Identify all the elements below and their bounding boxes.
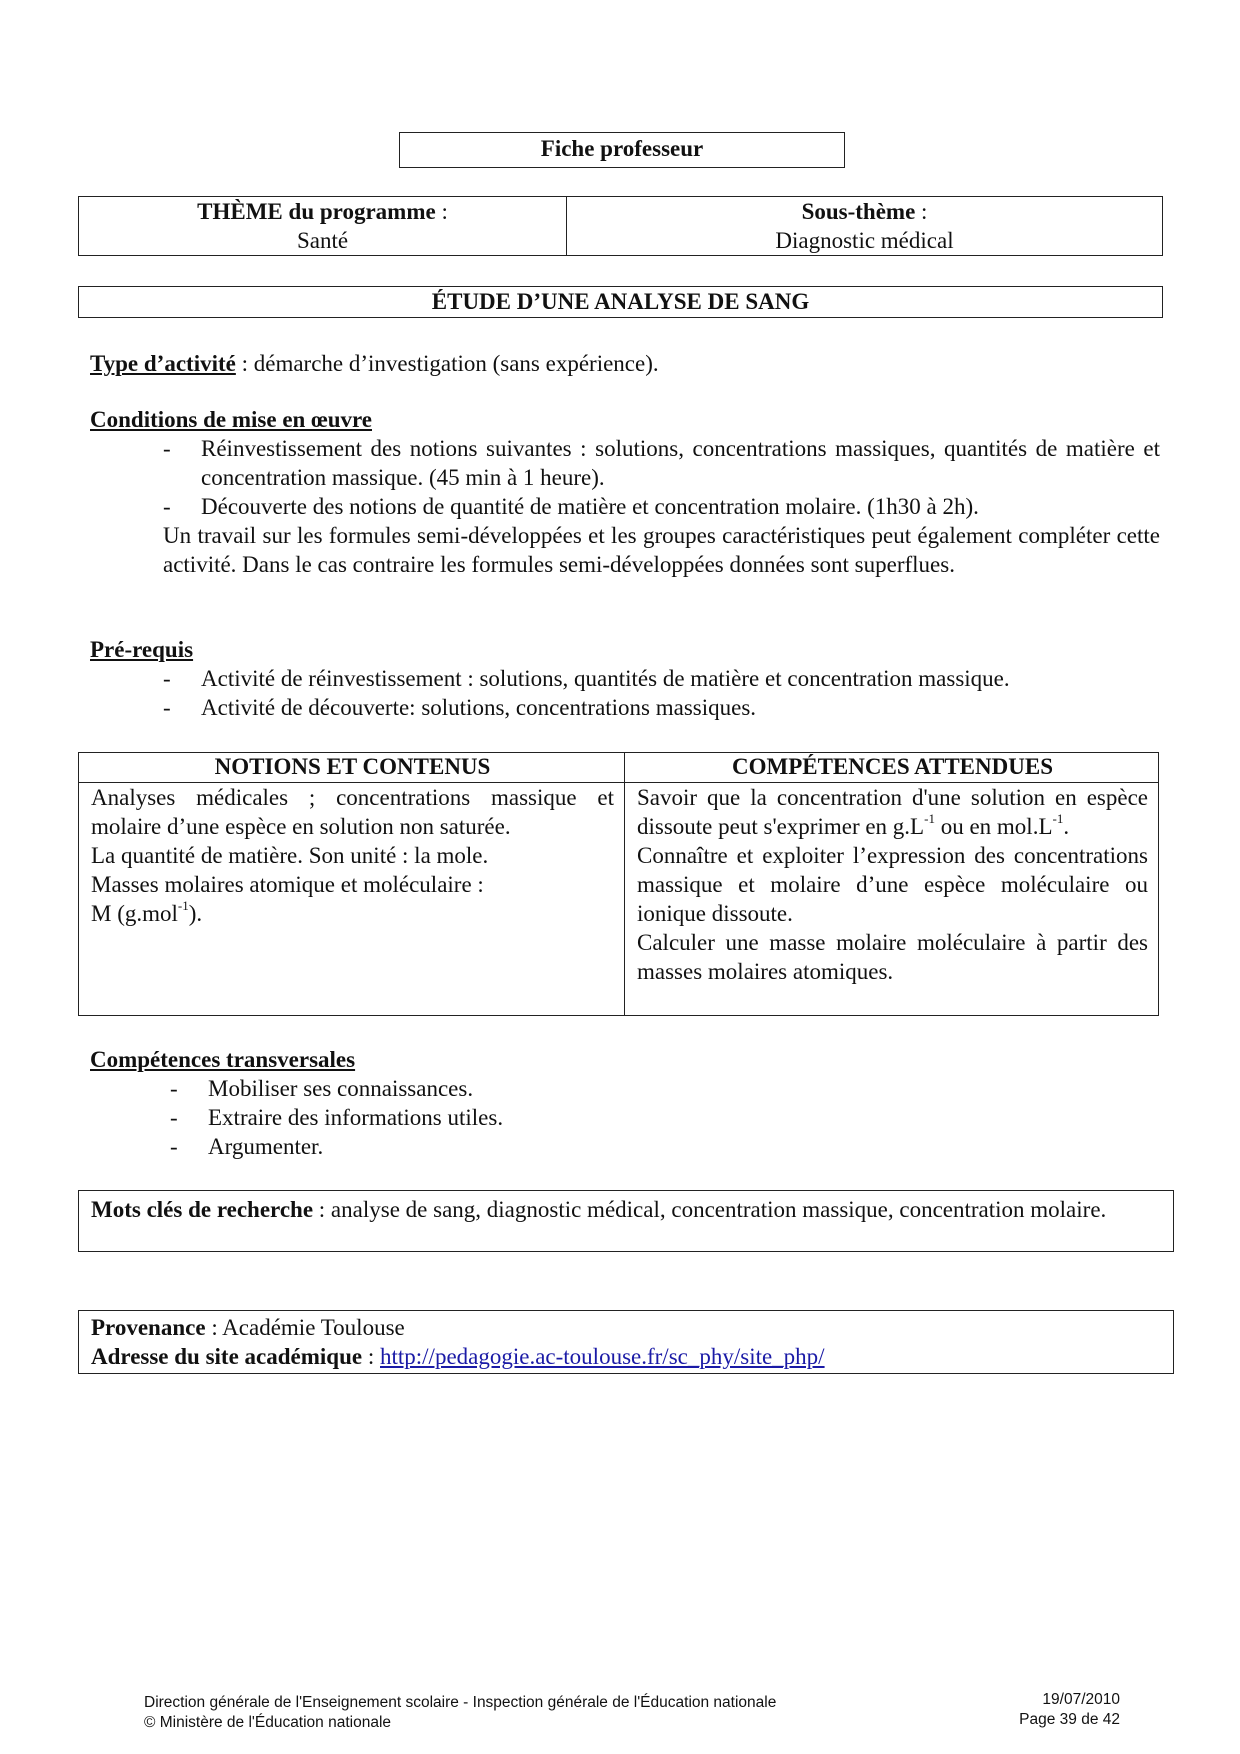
notions-cell bbox=[79, 783, 625, 1016]
theme-cell bbox=[79, 197, 567, 255]
document-title: ÉTUDE D’UNE ANALYSE DE SANG bbox=[78, 286, 1163, 318]
notions-line: Analyses médicales ; concentrations massique et molaire d’une espèce en solution non saturée. bbox=[91, 785, 614, 839]
notions-line bbox=[91, 899, 614, 928]
subtheme-separator: : bbox=[915, 199, 928, 224]
subtheme-label: Sous-thème bbox=[801, 199, 916, 224]
dash-bullet: - bbox=[163, 436, 171, 461]
prerequis-heading: Pré-requis bbox=[90, 637, 194, 662]
transversales-heading: Compétences transversales bbox=[90, 1047, 356, 1072]
list-item bbox=[163, 492, 1160, 521]
competence-text: . bbox=[1063, 814, 1070, 839]
competence-text: ou en mol.L bbox=[934, 814, 1053, 839]
prerequis-list bbox=[163, 664, 1160, 722]
list-item bbox=[163, 664, 1160, 693]
competence-text: Savoir que la concentration d'une solution en espèce dissoute peut s'exprimer en g.L bbox=[637, 785, 1148, 839]
activity-label: Type d’activité bbox=[90, 351, 236, 376]
list-item bbox=[170, 1103, 870, 1132]
competences-paragraph: Calculer une masse molaire moléculaire à partir des masses molaires atomiques. bbox=[637, 930, 1148, 984]
dash-bullet: - bbox=[170, 1134, 178, 1159]
subtheme-value: Diagnostic médical bbox=[775, 228, 954, 253]
molar-mass-close: ). bbox=[188, 901, 203, 926]
molar-mass-text: M (g.mol bbox=[91, 901, 178, 926]
site-link[interactable]: http://pedagogie.ac-toulouse.fr/sc_phy/site_php/ bbox=[380, 1344, 825, 1369]
conditions-paragraph: Un travail sur les formules semi-développées et les groupes caractéristiques peut également compléter cette activité. Dans le cas contraire les formules semi-développées données sont superflues. bbox=[163, 523, 1160, 577]
conditions-item-text: Réinvestissement des notions suivantes : solutions, concentrations massiques, quantités de matière et concentration massique. (45 min à 1 heure). bbox=[201, 436, 1160, 490]
conditions-heading: Conditions de mise en œuvre bbox=[90, 407, 372, 432]
footer-right bbox=[960, 1690, 1120, 1730]
fiche-header: Fiche professeur bbox=[399, 132, 845, 168]
list-item bbox=[163, 693, 1160, 722]
provenance-text: : Académie Toulouse bbox=[205, 1315, 405, 1340]
notions-line: Masses molaires atomique et moléculaire : bbox=[91, 872, 484, 897]
prerequis-item-text: Activité de découverte: solutions, concentrations massiques. bbox=[201, 695, 757, 720]
provenance-label: Provenance bbox=[91, 1315, 206, 1340]
exponent: -1 bbox=[1052, 811, 1064, 827]
theme-table bbox=[78, 196, 1163, 256]
conditions-list bbox=[163, 434, 1160, 521]
theme-separator: : bbox=[435, 199, 448, 224]
list-item bbox=[163, 434, 1160, 492]
site-label: Adresse du site académique bbox=[91, 1344, 363, 1369]
dash-bullet: - bbox=[163, 494, 171, 519]
theme-label: THÈME du programme bbox=[197, 199, 436, 224]
dash-bullet: - bbox=[163, 666, 171, 691]
notions-competences-table bbox=[78, 752, 1159, 1016]
activity-text: : démarche d’investigation (sans expérience). bbox=[235, 351, 659, 376]
notions-header: NOTIONS ET CONTENUS bbox=[79, 753, 625, 783]
list-item bbox=[170, 1132, 870, 1161]
transversales-list bbox=[170, 1074, 870, 1161]
keywords-text: : analyse de sang, diagnostic médical, concentration massique, concentration molaire. bbox=[313, 1197, 1107, 1222]
footer-page: Page 39 de 42 bbox=[1019, 1711, 1120, 1728]
competences-header: COMPÉTENCES ATTENDUES bbox=[625, 753, 1159, 783]
footer-line: © Ministère de l'Éducation nationale bbox=[144, 1714, 392, 1731]
competences-cell bbox=[625, 783, 1159, 1016]
site-separator: : bbox=[362, 1344, 380, 1369]
transversales-item-text: Extraire des informations utiles. bbox=[208, 1105, 504, 1130]
prerequis-item-text: Activité de réinvestissement : solutions, quantités de matière et concentration massique. bbox=[201, 666, 1010, 691]
dash-bullet: - bbox=[170, 1105, 178, 1130]
list-item bbox=[170, 1074, 870, 1103]
theme-value: Santé bbox=[296, 228, 349, 253]
transversales-item-text: Mobiliser ses connaissances. bbox=[208, 1076, 474, 1101]
provenance-box bbox=[78, 1310, 1174, 1374]
exponent: -1 bbox=[177, 898, 189, 914]
footer-left bbox=[144, 1693, 904, 1733]
footer-line: Direction générale de l'Enseignement scolaire - Inspection générale de l'Éducation nationale bbox=[144, 1694, 777, 1711]
transversales-item-text: Argumenter. bbox=[208, 1134, 324, 1159]
keywords-box bbox=[78, 1190, 1174, 1252]
keywords-label: Mots clés de recherche bbox=[91, 1197, 314, 1222]
subtheme-cell bbox=[567, 197, 1162, 255]
dash-bullet: - bbox=[163, 695, 171, 720]
exponent: -1 bbox=[924, 811, 935, 827]
activity-type bbox=[90, 349, 1160, 378]
competences-paragraph: Connaître et exploiter l’expression des concentrations massique et molaire d’une espèce moléculaire ou ionique dissoute. bbox=[637, 843, 1148, 926]
footer-date: 19/07/2010 bbox=[1042, 1691, 1120, 1708]
competences-paragraph bbox=[637, 783, 1148, 841]
notions-line: La quantité de matière. Son unité : la mole. bbox=[91, 843, 489, 868]
dash-bullet: - bbox=[170, 1076, 178, 1101]
conditions-item-text: Découverte des notions de quantité de matière et concentration molaire. (1h30 à 2h). bbox=[201, 494, 979, 519]
